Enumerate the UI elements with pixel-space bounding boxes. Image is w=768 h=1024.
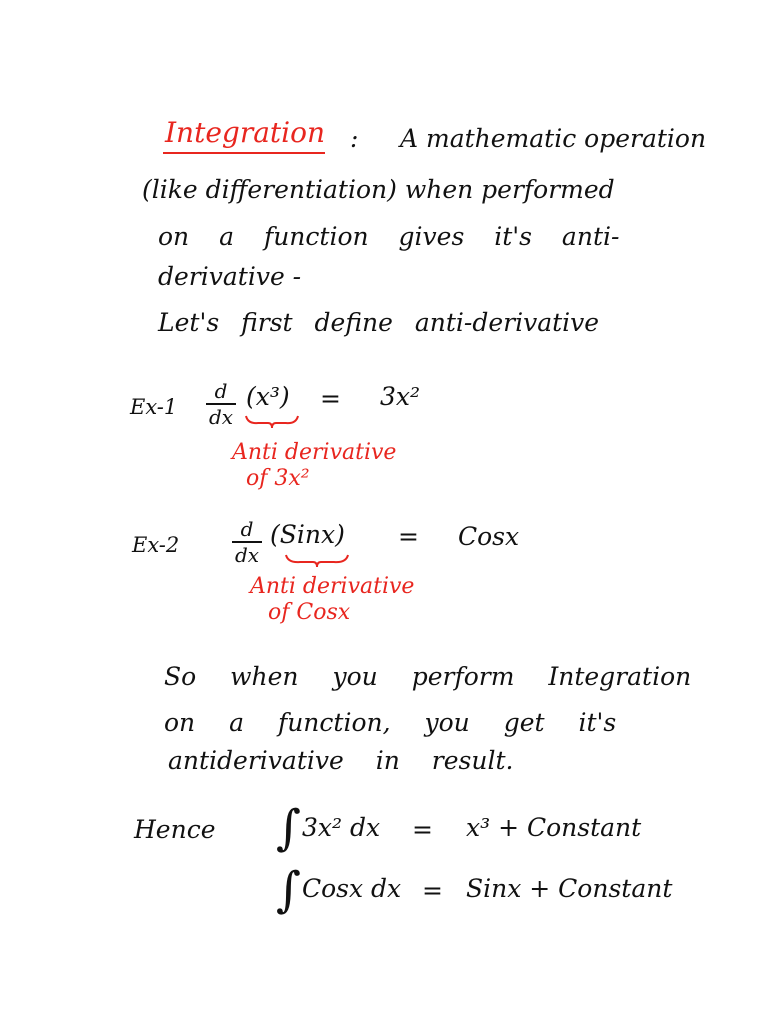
integral-sign-1: ∫: [276, 800, 302, 856]
formula-1-equals: =: [412, 815, 433, 844]
example-2-note-line-2: of Cosx: [268, 600, 351, 625]
formula-1-result: x³ + Constant: [466, 813, 642, 842]
heading-underline: [163, 152, 325, 154]
example-1-note-line-1: Anti derivative: [232, 440, 397, 465]
heading-definition: A mathematic operation: [400, 124, 707, 153]
example-2-d-den: dx: [234, 543, 260, 567]
example-2-function: (Sinx): [270, 520, 345, 549]
example-1-d-num: d: [214, 379, 228, 403]
example-1-result: 3x²: [380, 382, 421, 411]
heading-colon: :: [350, 124, 359, 153]
definition-line-1: (like differentiation) when performed: [142, 175, 615, 204]
conclusion-line-3: antiderivative in result.: [168, 746, 514, 775]
example-1-function: (x³): [246, 382, 290, 411]
example-1-brace: [244, 414, 300, 430]
formula-2-integrand: Cosx dx: [302, 874, 402, 903]
conclusion-line-1: So when you perform Integration: [164, 662, 692, 691]
formula-2-result: Sinx + Constant: [466, 874, 673, 903]
integral-sign-2: ∫: [276, 862, 302, 918]
example-1-derivative: [206, 380, 236, 428]
example-1-label: Ex-1: [130, 395, 178, 419]
formula-2-equals: =: [422, 876, 443, 905]
example-2-derivative: [232, 518, 262, 566]
example-1-note-line-2: of 3x²: [246, 466, 310, 491]
hence-label: Hence: [134, 815, 216, 844]
example-2-note-line-1: Anti derivative: [250, 574, 415, 599]
intro-line: Let's first define anti-derivative: [158, 308, 600, 337]
conclusion-line-2: on a function, you get it's: [164, 708, 617, 737]
formula-1-integrand: 3x² dx: [302, 813, 381, 842]
example-2-brace: [284, 553, 350, 569]
example-2-label: Ex-2: [132, 533, 180, 557]
example-2-result: Cosx: [458, 522, 520, 551]
example-1-equals: =: [320, 384, 341, 413]
example-2-equals: =: [398, 522, 419, 551]
heading-term: Integration: [165, 116, 326, 149]
definition-line-2: on a function gives it's anti-: [158, 222, 620, 251]
example-2-d-num: d: [240, 517, 254, 541]
example-1-d-den: dx: [208, 405, 234, 429]
definition-line-3: derivative -: [158, 262, 302, 291]
